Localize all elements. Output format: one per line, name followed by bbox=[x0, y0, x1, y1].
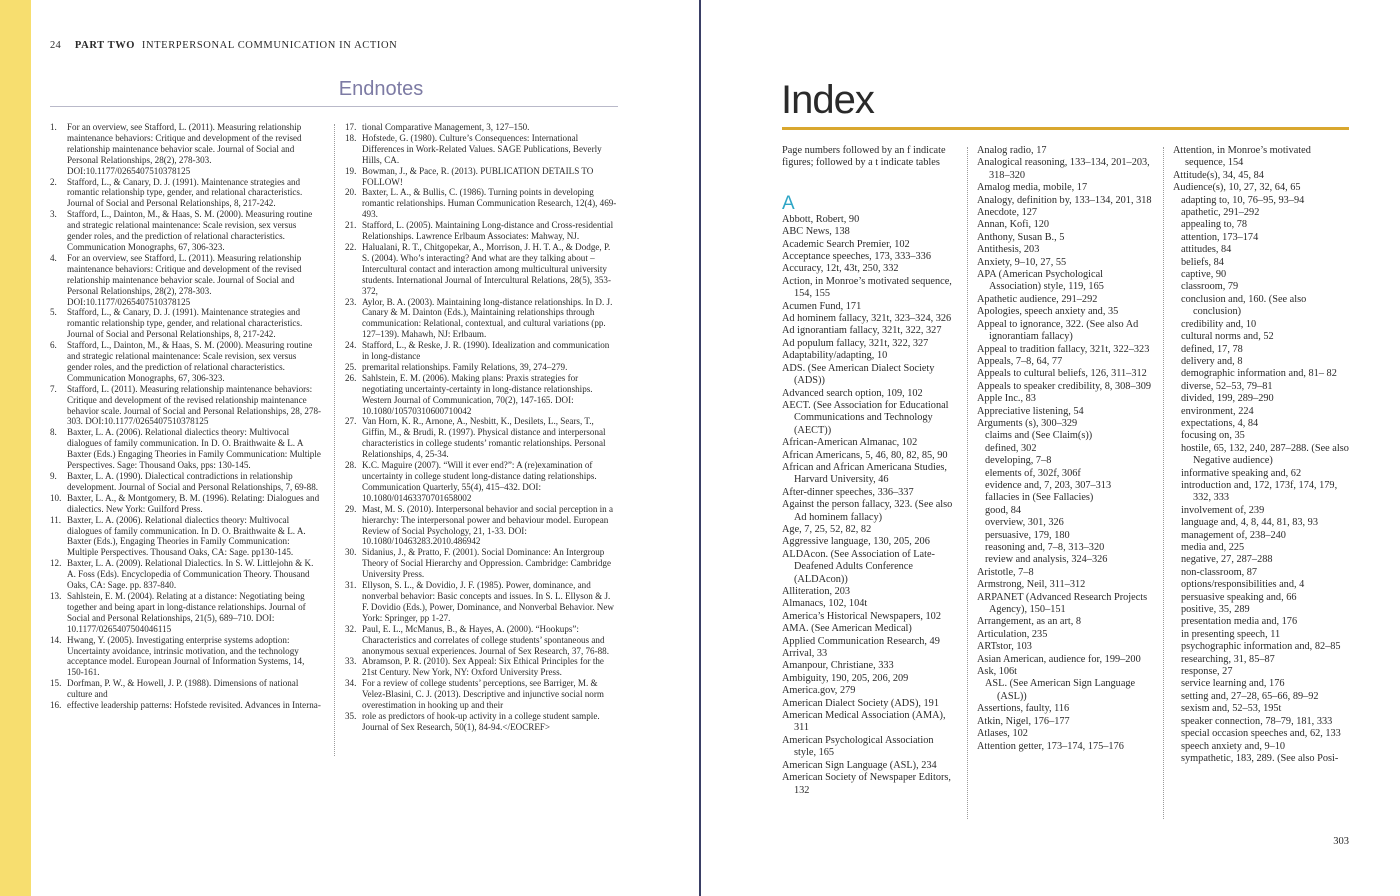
endnote-item bbox=[345, 460, 617, 504]
endnote-item bbox=[50, 515, 322, 559]
endnote-item bbox=[50, 700, 322, 711]
index-subentry: classroom, 79 bbox=[1181, 281, 1239, 293]
index-entry: Accuracy, 12t, 43t, 250, 332 bbox=[782, 263, 899, 275]
index-entry: Aristotle, 7–8 bbox=[977, 566, 1034, 578]
endnote-item bbox=[345, 187, 617, 220]
endnote-item bbox=[345, 373, 617, 417]
index-subentry: appealing to, 78 bbox=[1181, 219, 1248, 231]
endnote-number: 27. bbox=[345, 416, 357, 427]
endnote-text: Baxter, L. A. (2006). Relational dialectics theory: Multivocal dialogues of family communication. In D. O. Braithwaite & L. A. Baxter (Eds.), Engaging Theories in Family Communication: Multiple Perspectives. Thousand Oaks, CA: Sage. pp130-145. bbox=[67, 514, 306, 558]
index-entry: Applied Communication Research, 49 bbox=[782, 635, 940, 647]
endnote-number: 10. bbox=[50, 492, 62, 503]
index-entry: American Sign Language (ASL), 234 bbox=[782, 759, 937, 771]
index-subentry: attention, 173–174 bbox=[1181, 231, 1259, 243]
index-entry: ADS. (See American Dialect Society (ADS)) bbox=[782, 362, 935, 387]
endnote-text: Bowman, J., & Pace, R. (2013). PUBLICATION DETAILS TO FOLLOW! bbox=[362, 165, 594, 187]
index-subentry: good, 84 bbox=[985, 504, 1022, 516]
index-entry: Analogy, definition by, 133–134, 201, 318 bbox=[977, 194, 1152, 206]
endnote-text: Aylor, B. A. (2003). Maintaining long-distance relationships. In D. J. Canary & M. Dainton (Eds.), Maintaining relationships through communication: Relational, contextual, and cultural variations (pp. 127–139). Mahawh, NJ: Erlbaum. bbox=[362, 296, 613, 340]
index-subentry: response, 27 bbox=[1181, 666, 1233, 678]
column-separator bbox=[334, 124, 335, 756]
index-subentry: fallacies in (See Fallacies) bbox=[985, 492, 1094, 504]
endnotes-heading: Endnotes bbox=[338, 78, 424, 100]
column-separator bbox=[967, 147, 968, 819]
endnote-number: 17. bbox=[345, 122, 357, 132]
endnote-number: 19. bbox=[345, 165, 357, 176]
index-entry: Antithesis, 203 bbox=[977, 244, 1040, 256]
index-subentry: delivery and, 8 bbox=[1181, 355, 1243, 367]
index-subentry: speaker connection, 78–79, 181, 333 bbox=[1181, 715, 1333, 727]
endnote-text: effective leadership patterns: Hofstede revisited. Advances in Interna- bbox=[67, 700, 321, 711]
endnote-text: K.C. Maguire (2007). “Will it ever end?”: A (re)examination of uncertainty in college student long-distance dating relationships. Communication Quarterly, 55(4), 415–432. DOI: 10.1080/01463370701658002 bbox=[362, 460, 597, 503]
endnote-item bbox=[345, 547, 617, 580]
endnote-number: 33. bbox=[345, 656, 357, 667]
endnote-number: 7. bbox=[50, 383, 57, 394]
index-subentry: psychographic information and, 82–85 bbox=[1181, 641, 1341, 653]
endnote-item bbox=[345, 297, 617, 341]
endnote-item bbox=[345, 242, 617, 297]
endnote-text: premarital relationships. Family Relations, 39, 274–279. bbox=[362, 361, 568, 372]
index-entry: Appeal to tradition fallacy, 321t, 322–323 bbox=[977, 343, 1150, 355]
index-subentry: credibility and, 10 bbox=[1181, 318, 1257, 330]
index-subentry: environment, 224 bbox=[1181, 405, 1254, 417]
endnote-text: Stafford, L. (2011). Measuring relationship maintenance behaviors: Critique and development of the revised relationship maintenance behavior scale. Journal of Social and Personal Relationships, 28, 278-303. DOI:10.1177/0265407510378125 bbox=[67, 383, 322, 427]
index-entry: Analog radio, 17 bbox=[977, 145, 1047, 156]
index-entry: Acceptance speeches, 173, 333–336 bbox=[782, 251, 931, 263]
endnote-number: 15. bbox=[50, 678, 62, 689]
index-subentry: diverse, 52–53, 79–81 bbox=[1181, 380, 1273, 392]
endnote-item bbox=[50, 427, 322, 471]
index-entry: Articulation, 235 bbox=[977, 628, 1048, 640]
endnote-text: Baxter, L. A., & Montgomery, B. M. (1996). Relating: Dialogues and dialectics. New York: Guilford Press. bbox=[67, 492, 320, 514]
page-edge-strip bbox=[0, 0, 31, 896]
endnote-item bbox=[50, 384, 322, 428]
index-entry: Against the person fallacy, 323. (See also Ad hominem fallacy) bbox=[782, 499, 953, 523]
endnote-item bbox=[345, 166, 617, 188]
index-entry: Audience(s), 10, 27, 32, 64, 65 bbox=[1173, 182, 1301, 194]
index-subentry: evidence and, 7, 203, 307–313 bbox=[985, 479, 1112, 491]
index-subentry: reasoning and, 7–8, 313–320 bbox=[985, 542, 1105, 553]
index-subentry: divided, 199, 289–290 bbox=[1181, 393, 1274, 405]
endnote-item bbox=[345, 711, 617, 733]
endnote-item bbox=[50, 678, 322, 700]
endnote-number: 22. bbox=[345, 241, 357, 252]
index-entry: Annan, Kofi, 120 bbox=[977, 219, 1050, 231]
index-subentry: ASL. (See American Sign Language (ASL)) bbox=[985, 678, 1136, 702]
index-entry: Apologies, speech anxiety and, 35 bbox=[977, 306, 1119, 318]
index-entry: Arrangement, as an art, 8 bbox=[977, 616, 1082, 628]
index-entry: African-American Almanac, 102 bbox=[782, 437, 918, 449]
index-entry: African and African Americana Studies, Harvard University, 46 bbox=[782, 461, 947, 486]
endnote-item bbox=[345, 340, 617, 362]
index-entry: Alliteration, 203 bbox=[782, 586, 851, 597]
index-entry: Appeal to ignorance, 322. (See also Ad ignorantiam fallacy) bbox=[977, 318, 1139, 343]
endnote-text: Mast, M. S. (2010). Interpersonal behavior and social perception in a hierarchy: The interpersonal power and behaviour model. European Review of Social Psychology, 21, 1-33. DOI: 10.1080/10463283.2010.486942 bbox=[362, 503, 614, 547]
endnote-text: Van Horn, K. R., Arnone, A., Nesbitt, K., Desilets, L., Sears, T., Giffin, M., & Brudi, R. (1997). Physical distance and interpersonal characteristics in college students’ romantic relationships. Personal Relationships, 4, 25-34. bbox=[362, 416, 606, 460]
endnote-item bbox=[50, 340, 322, 384]
index-subentry: sympathetic, 183, 289. (See also Posi- bbox=[1181, 752, 1339, 764]
index-entry: Ad populum fallacy, 321t, 322, 327 bbox=[782, 337, 929, 349]
index-subentry: captive, 90 bbox=[1181, 269, 1227, 281]
endnote-text: Sahlstein, E. M. (2006). Making plans: Praxis strategies for negotiating uncertainty-certainty in long-distance relationships. Western Journal of Communication, 70(2), 147-165. DOI: 10.1080/10570310600710042 bbox=[362, 372, 593, 416]
index-subentry: service learning and, 176 bbox=[1181, 678, 1285, 690]
index-entry: Amanpour, Christiane, 333 bbox=[782, 660, 894, 672]
index-intro: Page numbers followed by an f indicate figures; followed by a t indicate tables bbox=[782, 145, 946, 169]
index-entry: Adaptability/adapting, 10 bbox=[782, 350, 888, 362]
index-entry: Ask, 106t bbox=[977, 666, 1018, 678]
index-subentry: overview, 301, 326 bbox=[985, 517, 1064, 529]
running-head bbox=[50, 40, 397, 51]
index-entry: After-dinner speeches, 336–337 bbox=[782, 486, 914, 498]
endnote-number: 11. bbox=[50, 514, 62, 525]
index-entry: Apathetic audience, 291–292 bbox=[977, 293, 1098, 305]
endnote-number: 32. bbox=[345, 623, 357, 634]
left-page bbox=[31, 0, 699, 896]
index-entry: American Psychological Association style, 165 bbox=[782, 734, 934, 759]
endnote-text: Stafford, L., & Canary, D. J. (1991). Maintenance strategies and romantic relationship type, gender, and relational characteristics. Journal of Social and Personal Relationships, 8, 217-242. bbox=[67, 307, 303, 340]
endnote-text: Baxter, L. A., & Bullis, C. (1986). Turning points in developing romantic relationships. Human Communication Research, 12(4), 469-493. bbox=[362, 187, 617, 220]
index-subentry: developing, 7–8 bbox=[985, 455, 1052, 467]
index-entry: American Dialect Society (ADS), 191 bbox=[782, 697, 939, 709]
endnote-item bbox=[345, 580, 617, 624]
index-entry: Action, in Monroe’s motivated sequence, 154, 155 bbox=[782, 275, 952, 300]
index-entry: Abbott, Robert, 90 bbox=[782, 213, 860, 225]
endnote-item bbox=[345, 624, 617, 657]
index-subentry: language and, 4, 8, 44, 81, 83, 93 bbox=[1181, 517, 1318, 529]
index-entry: AECT. (See Association for Educational Communications and Technology (AECT)) bbox=[782, 399, 949, 436]
index-subentry: elements of, 302f, 306f bbox=[985, 467, 1081, 479]
endnote-text: Sahlstein, E. M. (2004). Relating at a distance: Negotiating being together and being apart in long-distance relationships. Journal of Social and Personal Relationships, 21(5), 689–710. DOI: 10.1177/0265407504046115 bbox=[67, 590, 306, 634]
endnote-number: 5. bbox=[50, 307, 57, 318]
index-entry: Analogical reasoning, 133–134, 201–203, 318–320 bbox=[977, 157, 1150, 181]
index-entry: Asian American, audience for, 199–200 bbox=[977, 653, 1141, 665]
endnotes-divider bbox=[50, 106, 618, 107]
index-subentry: setting and, 27–28, 65–66, 89–92 bbox=[1181, 690, 1319, 702]
endnote-item bbox=[50, 253, 322, 308]
index-column-2 bbox=[977, 145, 1152, 753]
index-entry: Arguments (s), 300–329 bbox=[977, 417, 1078, 429]
index-entry: Anxiety, 9–10, 27, 55 bbox=[977, 256, 1067, 268]
index-subentry: focusing on, 35 bbox=[1181, 430, 1245, 442]
index-entry: America’s Historical Newspapers, 102 bbox=[782, 610, 941, 622]
endnote-item bbox=[50, 471, 322, 493]
endnote-number: 18. bbox=[345, 132, 357, 143]
index-heading: Index bbox=[781, 78, 874, 122]
endnote-number: 31. bbox=[345, 580, 357, 591]
endnote-item bbox=[345, 416, 617, 460]
endnote-item bbox=[345, 362, 617, 373]
endnote-item bbox=[50, 635, 322, 679]
endnote-number: 34. bbox=[345, 678, 357, 689]
endnote-number: 23. bbox=[345, 296, 357, 307]
index-subentry: demographic information and, 81– 82 bbox=[1181, 368, 1337, 380]
page-number: 24 bbox=[50, 40, 61, 51]
index-entry: APA (American Psychological Association) style, 119, 165 bbox=[977, 269, 1104, 293]
endnote-number: 4. bbox=[50, 252, 57, 263]
index-entry: America.gov, 279 bbox=[782, 685, 856, 697]
endnote-text: Baxter, L. A. (1990). Dialectical contradictions in relationship development. Journal of Social and Personal Relationships, 7, 69-88. bbox=[67, 471, 319, 492]
endnotes-column-2 bbox=[345, 122, 617, 733]
endnote-number: 14. bbox=[50, 634, 62, 645]
endnote-text: Paul, E. L., McManus, B., & Hayes, A. (2000). “Hookups”: Characteristics and correlates of college students’ spontaneous and anonymous sexual experiences. Journal of Sex Research, 37, 76-88. bbox=[362, 623, 609, 656]
index-subentry: attitudes, 84 bbox=[1181, 244, 1232, 256]
index-subentry: beliefs, 84 bbox=[1181, 256, 1224, 268]
index-entry: Appeals to cultural beliefs, 126, 311–312 bbox=[977, 368, 1147, 380]
index-entry: Almanacs, 102, 104t bbox=[782, 598, 868, 610]
index-entry: Advanced search option, 109, 102 bbox=[782, 387, 923, 399]
index-entry: Attention getter, 173–174, 175–176 bbox=[977, 740, 1124, 752]
index-subentry: positive, 35, 289 bbox=[1181, 604, 1250, 616]
endnote-number: 13. bbox=[50, 590, 62, 601]
section-title: INTERPERSONAL COMMUNICATION IN ACTION bbox=[141, 40, 398, 51]
endnote-number: 1. bbox=[50, 122, 57, 132]
endnote-text: Ellyson, S. L., & Dovidio, J. F. (1985). Power, dominance, and nonverbal behavior: Basic concepts and issues. In S. L. Ellyson & J. F. Dovidio (Eds.), Power, Dominance, and Nonverbal Behavior. New York: Springer, pp 1-27. bbox=[362, 580, 614, 623]
endnote-item bbox=[345, 133, 617, 166]
index-subentry: speech anxiety and, 9–10 bbox=[1181, 740, 1286, 752]
index-column-1 bbox=[782, 145, 955, 797]
endnote-number: 8. bbox=[50, 427, 57, 438]
endnote-text: Abramson, P. R. (2010). Sex Appeal: Six Ethical Principles for the 21st Century. New York, NY: Oxford University Press. bbox=[362, 656, 604, 678]
endnote-text: role as predictors of hook-up activity in a college student sample. Journal of Sex Research, 50(1), 84-94.</EOCREF> bbox=[362, 710, 600, 732]
index-subentry: non-classroom, 87 bbox=[1181, 566, 1258, 578]
endnote-text: Baxter, L. A. (2006). Relational dialectics theory: Multivocal dialogues of family communication. In D. O. Braithwaite & L. A Baxter (Eds.) Engaging Theories in Family Communication: Multiple Perspectives. Sage: Thousand Oaks, pps: 130-145. bbox=[67, 427, 321, 471]
endnote-text: tional Comparative Management, 3, 127–150. bbox=[362, 122, 530, 132]
endnote-text: Stafford, L., Dainton, M., & Haas, S. M. (2000). Measuring routine and strategic relational maintenance: Scale revision, sex versus gender roles, and the prediction of relational characteristics. Communication Monographs, 67, 306-323. bbox=[67, 209, 313, 252]
endnote-text: For a review of college students’ perceptions, see Barriger, M. & Velez-Blasini, C. J. (2013). Descriptive and injunctive social norm overestimation in hooking up and their bbox=[362, 678, 604, 711]
endnote-number: 12. bbox=[50, 558, 62, 569]
endnote-item bbox=[50, 558, 322, 591]
index-divider bbox=[782, 127, 1349, 130]
endnote-number: 6. bbox=[50, 340, 57, 351]
endnote-item bbox=[345, 122, 617, 133]
endnote-item bbox=[345, 220, 617, 242]
endnote-number: 30. bbox=[345, 547, 357, 558]
index-subentry: persuasive, 179, 180 bbox=[985, 529, 1070, 541]
endnote-number: 35. bbox=[345, 710, 357, 721]
index-letter-heading: A bbox=[782, 192, 795, 214]
index-entry: Age, 7, 25, 52, 82, 82 bbox=[782, 523, 872, 535]
index-subentry: researching, 31, 85–87 bbox=[1181, 653, 1275, 665]
index-entry: Appeals, 7–8, 64, 77 bbox=[977, 355, 1063, 367]
index-subentry: hostile, 65, 132, 240, 287–288. (See also Negative audience) bbox=[1181, 442, 1349, 467]
index-subentry: media and, 225 bbox=[1181, 542, 1245, 553]
index-entry: American Society of Newspaper Editors, 132 bbox=[782, 772, 951, 796]
index-entry: Atlases, 102 bbox=[977, 728, 1028, 740]
index-entry: Academic Search Premier, 102 bbox=[782, 238, 910, 250]
endnote-item bbox=[345, 504, 617, 548]
index-subentry: claims and (See Claim(s)) bbox=[985, 430, 1093, 442]
index-subentry: apathetic, 291–292 bbox=[1181, 207, 1260, 219]
index-subentry: informative speaking and, 62 bbox=[1181, 467, 1302, 479]
index-entry: Anthony, Susan B., 5 bbox=[977, 231, 1065, 243]
endnote-number: 21. bbox=[345, 220, 357, 231]
endnote-number: 20. bbox=[345, 187, 357, 198]
endnote-number: 9. bbox=[50, 471, 57, 481]
index-entry: ALDAcon. (See Association of Late-Deafened Adults Conference (ALDAcon)) bbox=[782, 548, 935, 585]
index-entry: American Medical Association (AMA), 311 bbox=[782, 710, 946, 734]
endnote-text: Hwang, Y. (2005). Investigating enterprise systems adoption: Uncertainty avoidance, intrinsic motivation, and the technology acceptance model. European Journal of Information Systems, 14, 150-161. bbox=[67, 634, 305, 678]
index-entry: Aggressive language, 130, 205, 206 bbox=[782, 536, 930, 548]
index-entry: Armstrong, Neil, 311–312 bbox=[977, 579, 1086, 591]
endnote-text: Stafford, L., & Canary, D. J. (1991). Maintenance strategies and romantic relationship type, gender, and relational characteristics. Journal of Social and Personal Relationships, 8, 217-242. bbox=[67, 176, 303, 209]
endnote-item bbox=[345, 678, 617, 711]
index-entry: Attitude(s), 34, 45, 84 bbox=[1173, 169, 1264, 181]
endnote-number: 28. bbox=[345, 460, 357, 471]
index-column-3 bbox=[1173, 145, 1351, 765]
index-entry: Apple Inc., 83 bbox=[977, 393, 1036, 405]
endnote-item bbox=[50, 591, 322, 635]
index-subentry: introduction and, 172, 173f, 174, 179, 332, 333 bbox=[1181, 479, 1338, 504]
index-subentry: defined, 302 bbox=[985, 442, 1037, 454]
index-entry: Appeals to speaker credibility, 8, 308–309 bbox=[977, 380, 1152, 392]
index-subentry: sexism and, 52–53, 195t bbox=[1181, 703, 1282, 715]
index-entry: Attention, in Monroe’s motivated sequence, 154 bbox=[1173, 145, 1311, 169]
endnote-item bbox=[50, 122, 322, 177]
endnote-text: For an overview, see Stafford, L. (2011). Measuring relationship maintenance behaviors: Critique and development of the revised relationship maintenance behavior scale. Journal of Social and Personal Relationships, 28(2), 278-303. DOI:10.1177/0265407510378125 bbox=[67, 252, 302, 307]
index-subentry: persuasive speaking and, 66 bbox=[1181, 591, 1297, 603]
index-subentry: defined, 17, 78 bbox=[1181, 343, 1243, 355]
endnote-number: 3. bbox=[50, 209, 57, 220]
index-entry: Assertions, faulty, 116 bbox=[977, 703, 1070, 715]
index-subentry: negative, 27, 287–288 bbox=[1181, 554, 1273, 566]
index-subentry: in presenting speech, 11 bbox=[1181, 628, 1281, 640]
endnote-number: 26. bbox=[345, 372, 357, 383]
folio-page-number: 303 bbox=[1333, 836, 1349, 847]
index-subentry: involvement of, 239 bbox=[1181, 504, 1265, 516]
column-separator bbox=[1163, 147, 1164, 819]
index-entry: AMA. (See American Medical) bbox=[782, 623, 912, 635]
index-subentry: special occasion speeches and, 62, 133 bbox=[1181, 728, 1341, 740]
endnote-text: Hofstede, G. (1980). Culture’s Consequences: International Differences in Work-Related Values. SAGE Publications, Beverly Hills, CA. bbox=[362, 132, 602, 165]
endnote-item bbox=[50, 307, 322, 340]
endnote-number: 24. bbox=[345, 340, 357, 351]
index-entry: Ad hominem fallacy, 321t, 323–324, 326 bbox=[782, 313, 952, 325]
index-subentry: adapting to, 10, 76–95, 93–94 bbox=[1181, 194, 1305, 206]
endnote-number: 16. bbox=[50, 700, 62, 711]
index-entry: Acumen Fund, 171 bbox=[782, 300, 862, 312]
index-entry: Anecdote, 127 bbox=[977, 207, 1038, 219]
index-entry: Atkin, Nigel, 176–177 bbox=[977, 715, 1070, 727]
endnotes-column-1 bbox=[50, 122, 322, 711]
endnote-text: Sidanius, J., & Pratto, F. (2001). Social Dominance: An Intergroup Theory of Social Hierarchy and Oppression. Cambridge: Cambridge University Press. bbox=[362, 547, 611, 580]
endnote-number: 25. bbox=[345, 361, 357, 372]
index-subentry: conclusion and, 160. (See also conclusion) bbox=[1181, 293, 1307, 318]
index-subentry: management of, 238–240 bbox=[1181, 529, 1286, 541]
endnote-text: Stafford, L. (2005). Maintaining Long-distance and Cross-residential Relationships. Lawrence Erlbaum Associates: Mahway, NJ. bbox=[362, 220, 614, 242]
index-entry: African Americans, 5, 46, 80, 82, 85, 90 bbox=[782, 449, 948, 461]
endnote-number: 2. bbox=[50, 176, 57, 187]
endnote-item bbox=[50, 493, 322, 515]
index-entry: ABC News, 138 bbox=[782, 226, 850, 238]
endnote-text: Baxter, L. A. (2009). Relational Dialectics. In S. W. Littlejohn & K. A. Foss (Eds). Encyclopedia of Communication Theory. Thousand Oaks, CA: Sage. pp. 837-840. bbox=[67, 558, 314, 591]
index-entry: Ad ignorantiam fallacy, 321t, 322, 327 bbox=[782, 325, 942, 337]
index-entry: Amalog media, mobile, 17 bbox=[977, 182, 1088, 194]
endnote-number: 29. bbox=[345, 503, 357, 514]
index-entry: Arrival, 33 bbox=[782, 648, 828, 660]
index-subentry: presentation media and, 176 bbox=[1181, 616, 1298, 628]
endnote-item bbox=[50, 177, 322, 210]
endnote-text: For an overview, see Stafford, L. (2011). Measuring relationship maintenance behaviors: Critique and development of the revised relationship maintenance behavior scale. Journal of Social and Personal Relationships, 28(2), 278-303. DOI:10.1177/0265407510378125 bbox=[67, 122, 302, 176]
part-label: PART TWO bbox=[74, 40, 136, 51]
endnote-text: Stafford, L., Dainton, M., & Haas, S. M. (2000). Measuring routine and strategic relational maintenance: Scale revision, sex versus gender roles, and the prediction of relational characteristics. Communication Monographs, 67, 306-323. bbox=[67, 340, 313, 383]
endnote-text: Stafford, L., & Reske, J. R. (1990). Idealization and communication in long-distance bbox=[362, 340, 610, 362]
index-subentry: expectations, 4, 84 bbox=[1181, 417, 1259, 429]
endnote-item bbox=[50, 209, 322, 253]
index-subentry: review and analysis, 324–326 bbox=[985, 554, 1108, 566]
index-subentry: options/responsibilities and, 4 bbox=[1181, 579, 1305, 591]
index-entry: ARPANET (Advanced Research Projects Agency), 150–151 bbox=[977, 591, 1148, 616]
endnote-text: Halualani, R. T., Chitgopekar, A., Morrison, J. H. T. A., & Dodge, P. S. (2004). Who’s interacting? And what are they talking about – Intercultural contact and interaction among multicultural university students. International Journal of Intercultural Relations, 28(5), 353-372, bbox=[362, 241, 612, 296]
index-subentry: cultural norms and, 52 bbox=[1181, 331, 1274, 343]
endnote-item bbox=[345, 656, 617, 678]
index-entry: Appreciative listening, 54 bbox=[977, 405, 1084, 417]
index-entry: ARTstor, 103 bbox=[977, 641, 1032, 653]
endnote-text: Dorfman, P. W., & Howell, J. P. (1988). Dimensions of national culture and bbox=[67, 678, 299, 700]
right-page bbox=[701, 0, 1400, 896]
index-entry: Ambiguity, 190, 205, 206, 209 bbox=[782, 672, 909, 684]
